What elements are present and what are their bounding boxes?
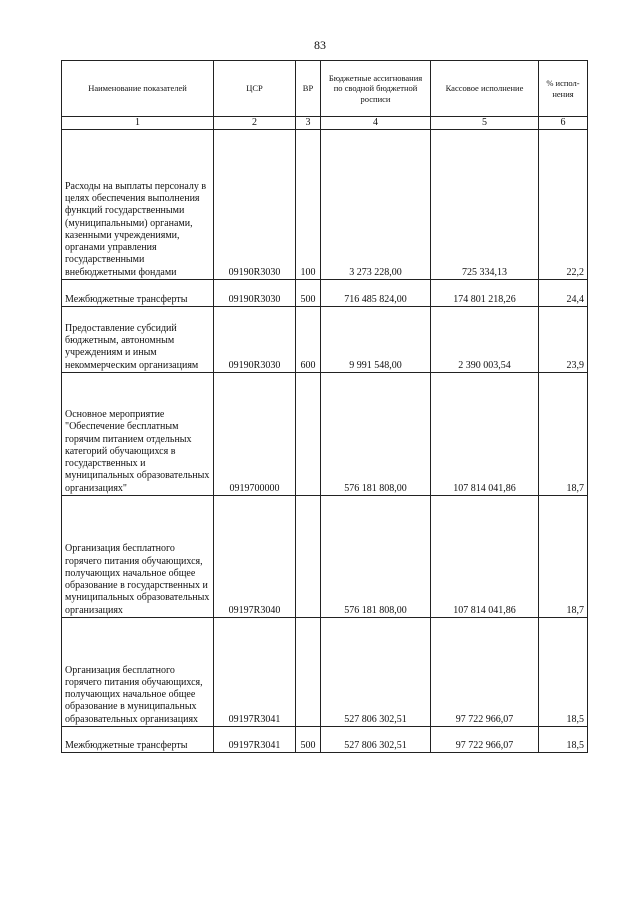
execution-percent: 18,7: [539, 496, 588, 618]
vr-code: [296, 618, 321, 727]
header-vr: ВР: [296, 61, 321, 117]
column-number: 5: [431, 117, 539, 130]
indicator-name: Расходы на выплаты персоналу в целях обеспечения выполнения функций государственными (муниципальными) органами, казенными учреждениями, органами управления государственными внебюджетными фондами: [62, 130, 214, 280]
vr-code: 600: [296, 307, 321, 373]
column-number: 3: [296, 117, 321, 130]
budget-allocation: 3 273 228,00: [321, 130, 431, 280]
cash-execution: 97 722 966,07: [431, 727, 539, 753]
cash-execution: 107 814 041,86: [431, 373, 539, 496]
execution-percent: 23,9: [539, 307, 588, 373]
table-row: [62, 280, 588, 307]
execution-percent: 18,7: [539, 373, 588, 496]
header-budget-allocations: Бюджетные ассигнования по сводной бюджетной росписи: [321, 61, 431, 117]
csr-code: 09190R3030: [214, 280, 296, 307]
cash-execution: 107 814 041,86: [431, 496, 539, 618]
table-row: [62, 307, 588, 373]
header-indicator-name: Наименование показателей: [62, 61, 214, 117]
budget-allocation: 527 806 302,51: [321, 618, 431, 727]
vr-code: 500: [296, 280, 321, 307]
budget-allocation: 716 485 824,00: [321, 280, 431, 307]
table-row: [62, 496, 588, 618]
cash-execution: 97 722 966,07: [431, 618, 539, 727]
csr-code: 09197R3040: [214, 496, 296, 618]
csr-code: 09197R3041: [214, 618, 296, 727]
budget-allocation: 576 181 808,00: [321, 496, 431, 618]
vr-code: [296, 373, 321, 496]
column-number: 1: [62, 117, 214, 130]
header-execution-percent: % испол-нения: [539, 61, 588, 117]
csr-code: 09190R3030: [214, 307, 296, 373]
page-number: 83: [314, 38, 326, 52]
indicator-name: Межбюджетные трансферты: [62, 280, 214, 307]
header-csr: ЦСР: [214, 61, 296, 117]
indicator-name: Межбюджетные трансферты: [62, 727, 214, 753]
cash-execution: 174 801 218,26: [431, 280, 539, 307]
table-row: [62, 727, 588, 753]
column-number-row: [62, 117, 588, 130]
indicator-name: Основное мероприятие "Обеспечение бесплатным горячим питанием отдельных категорий обучающихся в государственных и муниципальных образовательных организациях": [62, 373, 214, 496]
vr-code: 100: [296, 130, 321, 280]
budget-execution-table: [61, 60, 588, 753]
budget-allocation: 576 181 808,00: [321, 373, 431, 496]
execution-percent: 18,5: [539, 727, 588, 753]
vr-code: [296, 496, 321, 618]
execution-percent: 18,5: [539, 618, 588, 727]
cash-execution: 725 334,13: [431, 130, 539, 280]
csr-code: 0919700000: [214, 373, 296, 496]
column-number: 4: [321, 117, 431, 130]
csr-code: 09197R3041: [214, 727, 296, 753]
budget-allocation: 527 806 302,51: [321, 727, 431, 753]
budget-allocation: 9 991 548,00: [321, 307, 431, 373]
execution-percent: 24,4: [539, 280, 588, 307]
indicator-name: Организация бесплатного горячего питания обучающихся, получающих начальное общее образование в муниципальных образовательных организациях: [62, 618, 214, 727]
header-row: [62, 61, 588, 117]
table-row: [62, 130, 588, 280]
indicator-name: Предоставление субсидий бюджетным, автономным учреждениям и иным некоммерческим организациям: [62, 307, 214, 373]
cash-execution: 2 390 003,54: [431, 307, 539, 373]
column-number: 6: [539, 117, 588, 130]
table-row: [62, 618, 588, 727]
vr-code: 500: [296, 727, 321, 753]
table-row: [62, 373, 588, 496]
indicator-name: Организация бесплатного горячего питания обучающихся, получающих начальное общее образование в государственных и муниципальных образовательных организациях: [62, 496, 214, 618]
column-number: 2: [214, 117, 296, 130]
execution-percent: 22,2: [539, 130, 588, 280]
header-cash-execution: Кассовое исполнение: [431, 61, 539, 117]
csr-code: 09190R3030: [214, 130, 296, 280]
